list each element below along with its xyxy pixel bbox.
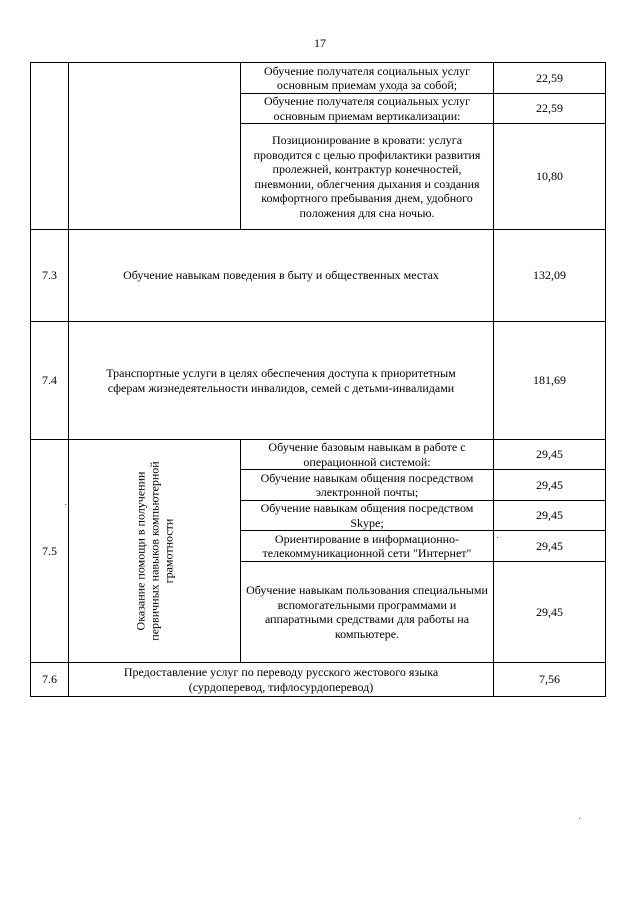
group-label-line: Оказание помощи в получении [133, 471, 148, 631]
service-cell: Обучение навыкам поведения в быту и общественных местах [69, 230, 494, 322]
row-number: 7.6 [31, 663, 69, 697]
service-cell: Предоставление услуг по переводу русского жестового языка (сурдоперевод, тифлосурдоперевод) [69, 663, 494, 697]
group-label-line: грамотности [161, 518, 176, 584]
group-cell-empty [69, 63, 241, 230]
number-cell-empty [31, 63, 69, 230]
service-cell: Транспортные услуги в целях обеспечения доступа к приоритетным сферам жизнедеятельности инвалидов, семей с детьми-инвалидами [69, 322, 494, 440]
service-cell: Позиционирование в кровати: услуга проводится с целью профилактики развития пролежней, контрактур конечностей, пневмонии, облегчения дыхания и создания комфортного пребывания днем, удобного положения для сна ночью. [241, 124, 494, 230]
table-row [31, 440, 606, 470]
service-cell: Обучение базовым навыкам в работе с операционной системой: [241, 440, 494, 470]
value-cell: 22,59 [494, 63, 606, 94]
scan-speck: · [578, 814, 582, 825]
group-label-line: первичных навыков компьютерной [147, 461, 162, 641]
value-cell: 132,09 [494, 230, 606, 322]
value-cell: 10,80 [494, 124, 606, 230]
service-cell: Обучение получателя социальных услуг основным приемам ухода за собой; [241, 63, 494, 94]
value-cell: 29,45 [494, 470, 606, 501]
scan-speck: · [64, 500, 68, 511]
value-cell: 29,45 [494, 440, 606, 470]
row-number: 7.5 [31, 440, 69, 663]
table-row [31, 230, 606, 322]
service-cell: Обучение навыкам пользования специальными вспомогательными программами и аппаратными средствами для работы на компьютере. [241, 562, 494, 663]
service-cell: Обучение получателя социальных услуг основным приемам вертикализации: [241, 94, 494, 124]
value-cell: 29,45 [494, 501, 606, 531]
value-cell: 29,45 [494, 562, 606, 663]
row-number: 7.3 [31, 230, 69, 322]
value-cell: 22,59 [494, 94, 606, 124]
row-number: 7.4 [31, 322, 69, 440]
service-cell: Ориентирование в информационно-телекоммуникационной сети "Интернет" [241, 531, 494, 562]
scan-speck: · [496, 533, 500, 544]
value-cell: 7,56 [494, 663, 606, 697]
tariff-table [30, 62, 606, 697]
service-cell: Обучение навыкам общения посредством Skype; [241, 501, 494, 531]
table-row [31, 322, 606, 440]
table-row [31, 63, 606, 94]
value-cell: 181,69 [494, 322, 606, 440]
service-cell: Обучение навыкам общения посредством электронной почты; [241, 470, 494, 501]
value-cell: 29,45 [494, 531, 606, 562]
table-row [31, 663, 606, 697]
page-number: 17 [314, 36, 326, 50]
group-label [134, 461, 176, 640]
group-label-cell [69, 440, 241, 663]
